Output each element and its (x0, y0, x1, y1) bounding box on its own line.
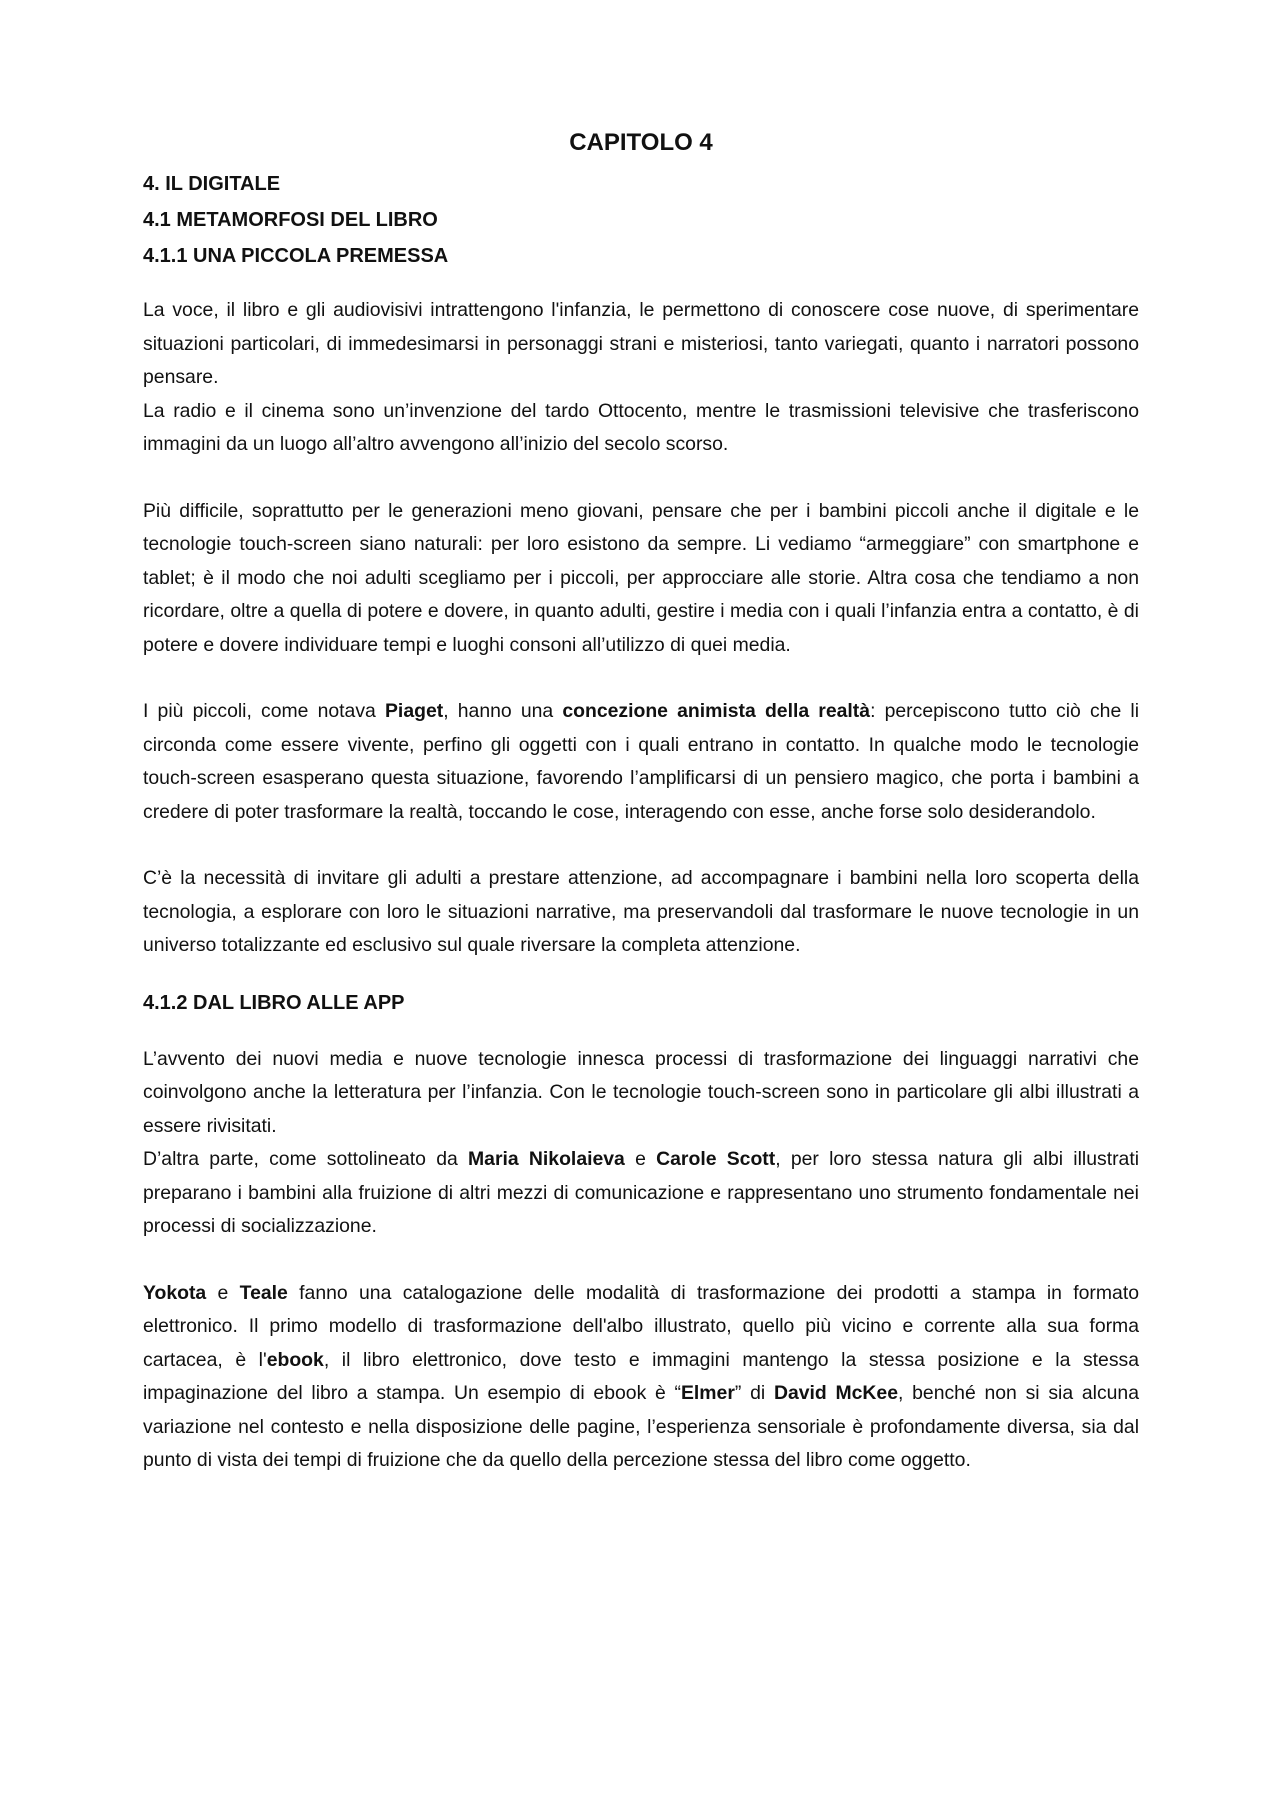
bold-title: Elmer (680, 1382, 735, 1404)
document-page (143, 128, 1139, 1478)
subsection-heading: 4.1 METAMORFOSI DEL LIBRO (143, 209, 438, 231)
paragraph: C’è la necessità di invitare gli adulti a prestare attenzione, ad accompagnare i bambini nella loro scoperta della tecnologia, a esplorare con loro le situazioni narrative, ma preservandoli dal trasformare le nuove tecnologie in un universo totalizzante ed esclusivo sul quale riversare la completa attenzione. (143, 867, 1139, 956)
subsubsection-heading: 4.1.2 DAL LIBRO ALLE APP (143, 991, 405, 1014)
bold-name: Piaget (385, 700, 444, 722)
text-run: D’altra parte, come sottolineato da (143, 1148, 469, 1170)
paragraph: La voce, il libro e gli audiovisivi intrattengono l'infanzia, le permettono di conoscere cose nuove, di sperimentare situazioni particolari, di immedesimarsi in personaggi strani e misteriosi, tanto variegati, quanto i narratori possono pensare. (143, 299, 1139, 388)
text-run: , per loro stessa natura gli albi illustrati preparano i bambini alla fruizione di altri mezzi di comunicazione e rappresentano uno strumento fondamentale nei processi di socializzazione. (143, 1148, 1140, 1237)
section-heading: 4. IL DIGITALE (143, 173, 281, 195)
text-run: fanno una catalogazione delle modalità di trasformazione dei prodotti a stampa in formato elettronico. Il primo modello di trasformazione dell'albo illustrato, quello più vicino e corrente alla sua forma cartacea, è l' (143, 1281, 1140, 1371)
paragraph: La radio e il cinema sono un’invenzione del tardo Ottocento, mentre le trasmissioni televisive che trasferiscono immagini da un luogo all’altro avvengono all’inizio del secolo scorso. (143, 399, 1139, 455)
bold-name: Yokota (143, 1281, 207, 1304)
text-run: ” di (734, 1382, 774, 1404)
bold-term: concezione animista della realtà (562, 700, 871, 722)
text-run: , il libro elettronico, dove testo e immagini mantengo la stessa posizione e la stessa impaginazione del libro a stampa. Un esempio di ebook è “ (143, 1348, 1139, 1404)
text-run: I più piccoli, come notava (143, 700, 385, 722)
text-run: , benché non si sia alcuna variazione nel contesto e nella disposizione delle pagine, l’esperienza sensoriale è profondamente diversa, sia dal punto di vista dei tempi di fruizione che da quello della percezione stessa del libro come oggetto. (143, 1382, 1139, 1471)
paragraph (143, 1277, 1139, 1478)
bold-name: Maria Nikolaieva (468, 1148, 625, 1170)
paragraph (143, 695, 1139, 829)
bold-name: Teale (239, 1281, 288, 1304)
paragraph (143, 1143, 1139, 1244)
text-run: e (206, 1281, 240, 1304)
bold-name: Carole Scott (656, 1148, 776, 1170)
bold-name: David McKee (773, 1382, 898, 1404)
chapter-title: CAPITOLO 4 (569, 129, 713, 156)
text-run: : percepiscono tutto ciò che li circonda come essere vivente, perfino gli oggetti con i quali entrano in contatto. In qualche modo le tecnologie touch-screen esasperano questa situazione, favorendo l’amplificarsi di un pensiero magico, che porta i bambini a credere di poter trasformare la realtà, toccando le cose, interagendo con esse, anche forse solo desiderandolo. (143, 700, 1140, 823)
text-run: , hanno una (443, 700, 563, 722)
subsubsection-heading: 4.1.1 UNA PICCOLA PREMESSA (143, 245, 449, 267)
paragraph: Più difficile, soprattutto per le generazioni meno giovani, pensare che per i bambini piccoli anche il digitale e le tecnologie touch-screen siano naturali: per loro esistono da sempre. Li vediamo “armeggiare” con smartphone e tablet; è il modo che noi adulti scegliamo per i piccoli, per approcciare alle storie. Altra cosa che tendiamo a non ricordare, oltre a quella di potere e dovere, in quanto adulti, gestire i media con i quali l’infanzia entra a contatto, è di potere e dovere individuare tempi e luoghi consoni all’utilizzo di quei media. (143, 499, 1139, 656)
text-run: e (624, 1148, 657, 1170)
paragraph: L’avvento dei nuovi media e nuove tecnologie innesca processi di trasformazione dei linguaggi narrativi che coinvolgono anche la letteratura per l’infanzia. Con le tecnologie touch-screen sono in particolare gli albi illustrati a essere rivisitati. (143, 1047, 1139, 1137)
bold-term: ebook (266, 1348, 324, 1371)
